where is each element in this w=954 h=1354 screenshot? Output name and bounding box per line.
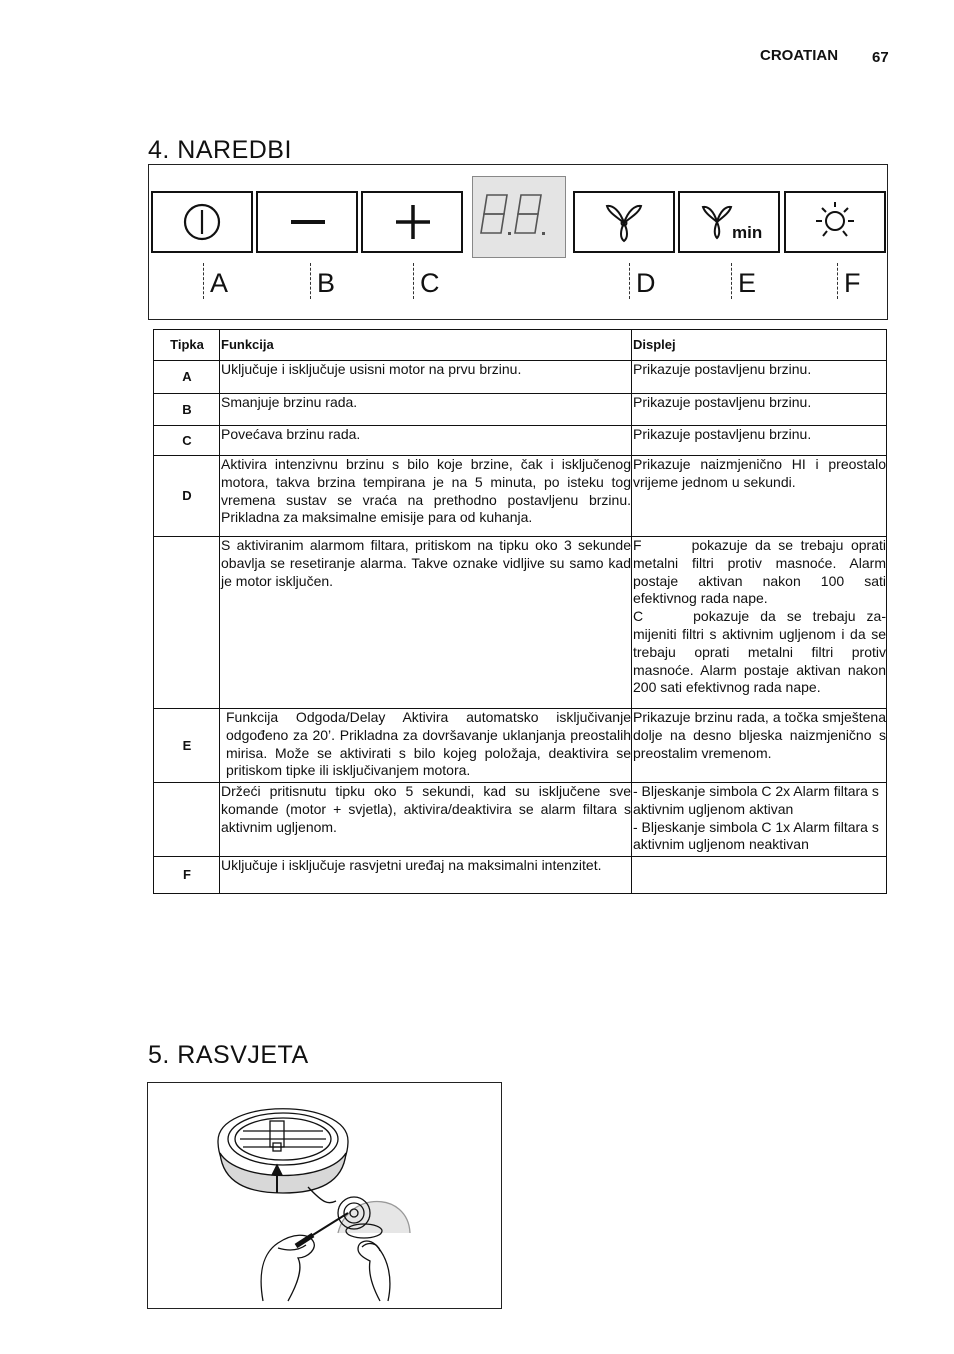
button-f[interactable] — [784, 191, 886, 253]
commands-table — [153, 329, 887, 894]
button-e[interactable] — [678, 191, 780, 253]
light-icon — [786, 193, 884, 251]
table-row: B Smanjuje brzinu rada. Prikazuje postavljenu brzinu. — [154, 394, 887, 426]
button-b[interactable] — [256, 191, 358, 253]
fan-min-icon — [680, 193, 778, 251]
section-title-lighting: 5. RASVJETA — [148, 1041, 309, 1069]
button-d[interactable] — [573, 191, 675, 253]
label-c: C — [413, 263, 440, 299]
header-display: Displej — [632, 330, 887, 361]
table-header-row — [154, 330, 887, 361]
label-b: B — [310, 263, 335, 299]
fan-icon — [575, 193, 673, 251]
header-language: CROATIAN — [760, 47, 839, 64]
min-label: min — [732, 223, 763, 242]
control-panel — [148, 164, 888, 320]
label-d: D — [629, 263, 656, 299]
header-function: Funkcija — [220, 330, 632, 361]
page-number: 67 — [872, 49, 889, 66]
button-c[interactable] — [361, 191, 463, 253]
table-row: F Uključuje i isključuje rasvjetni uređaj na maksimalni intenzitet. — [154, 857, 887, 894]
display-digits-graphic — [473, 177, 565, 257]
filter-alarm-letter-f: F — [633, 537, 642, 553]
header-key: Tipka — [154, 330, 220, 361]
minus-icon — [258, 193, 356, 251]
button-a[interactable] — [151, 191, 253, 253]
lighting-illustration — [147, 1082, 502, 1309]
table-row: E Funkcija Odgoda/Delay Aktivira automatsko isključivanje odgođeno za 20’. Prikladna za dovršavanje uklanjanja preostalih mirisa. Može se aktivirati s bilo kojeg položaja, deaktivira se pritiskom tipke ili isključivanjem motora. Prikazuje brzinu rada, a točka smještena dolje na desno bljeska naizmjenično s preostalim vremenom. — [154, 709, 887, 783]
table-row: D Aktivira intenzivnu brzinu s bilo koje brzine, čak i isključenog motora, takva brzina tempirana je na 5 minuta, po isteku tog vremena sustav se vraća na prethodno postavljenu brzinu. Prikladna za maksimalne emisije para od kuhanja. Prikazuje naizmjenično HI i preostalo vrijeme jednom u sekundi. — [154, 456, 887, 537]
lamp-replacement-drawing — [148, 1083, 501, 1308]
label-e: E — [731, 263, 756, 299]
table-row: Držeći pritisnutu tipku oko 5 sekundi, kad su isključene sve komande (motor + svjetla), aktivira/deaktivira se alarm filtara s aktivnim ugljenom. - Bljeskanje simbola C 2x Alarm filtara s aktivnim ugljenom aktivan - Bljeskanje simbola C 1x Alarm filtara s aktivnim ugljenom neaktivan — [154, 783, 887, 857]
power-icon — [153, 193, 251, 251]
plus-icon — [363, 193, 461, 251]
table-row: A Uključuje i isključuje usisni motor na prvu brzinu. Prikazuje postavljenu brzinu. — [154, 361, 887, 394]
seven-segment-display — [472, 176, 566, 258]
table-row: C Povećava brzinu rada. Prikazuje postavljenu brzinu. — [154, 426, 887, 456]
section-title-commands: 4. NAREDBI — [148, 136, 292, 164]
filter-alarm-letter-c: C — [633, 608, 644, 625]
table-row: S aktiviranim alarmom filtara, pritiskom na tipku oko 3 sekunde obavlja se resetiranje alarma. Takve oznake vidljive su samo kad je motor isključen. F pokazuje da se trebaju oprati metalni filtri protiv masnoće. Alarm postaje aktivan nakon 100 sati efektivnog rada nape. C pokazuje da se trebaju za-mijeniti filtri s aktivnim ugljenom i da se trebaju oprati metalni filtri protiv masnoće. Alarm postaje aktivan nakon 200 sati efektivnog rada nape. — [154, 537, 887, 709]
label-a: A — [203, 263, 228, 299]
label-f: F — [837, 263, 861, 299]
